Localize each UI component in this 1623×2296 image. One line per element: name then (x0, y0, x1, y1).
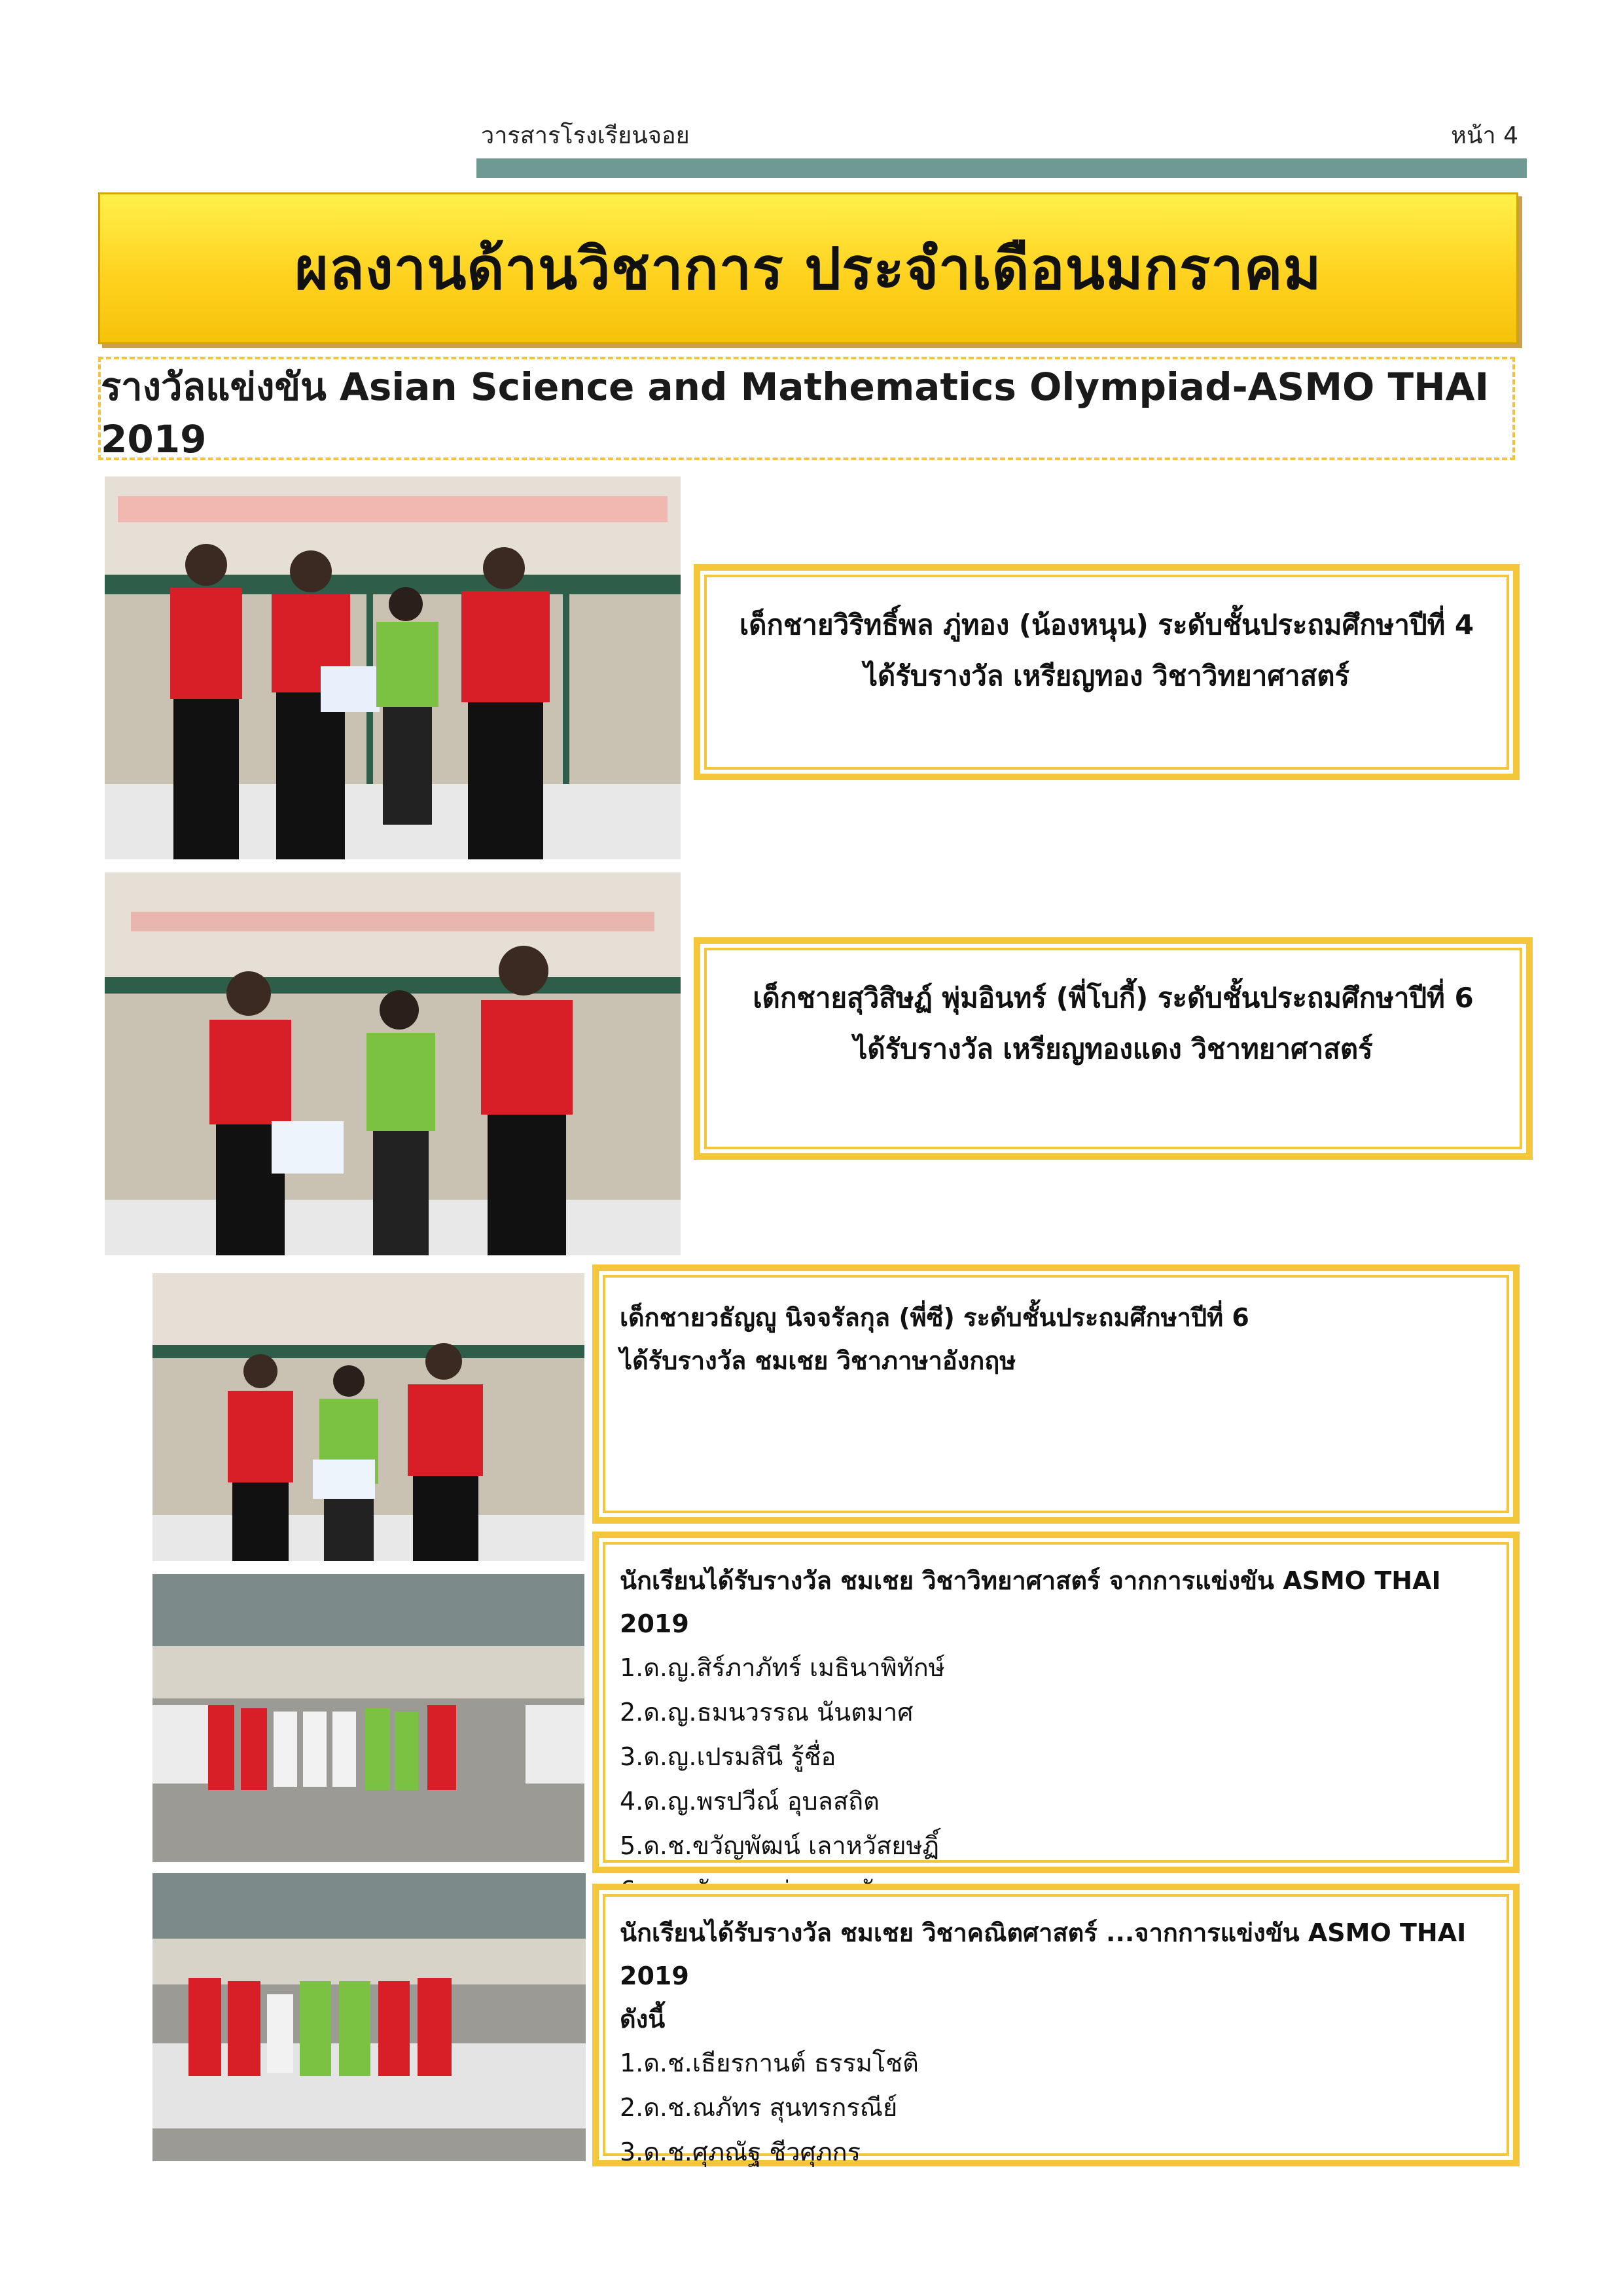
science-group-heading: นักเรียนได้รับรางวัล ชมเชย วิชาวิทยาศาสตร์ จากการแข่งขัน ASMO THAI 2019 (620, 1566, 1441, 1638)
math-student-3: 3.ด.ช.ศุภณัฐ ชีวศุภกร (620, 2138, 861, 2166)
award-box-3 (592, 1265, 1520, 1524)
award-1-line1: เด็กชายวิริทธิ์พล ภู่ทอง (น้องหนุน) ระดับชั้นประถมศึกษาปีที่ 4 (739, 609, 1474, 641)
page-number: หน้า 4 (1451, 122, 1518, 149)
math-group-photo (152, 1873, 586, 2161)
award-2-line2: ได้รับรางวัล เหรียญทองแดง วิชาทยาศาสตร์ (853, 1033, 1373, 1065)
award-3-line1: เด็กชายวธัญญู นิจจรัลกุล (พี่ซี) ระดับชั้นประถมศึกษาปีที่ 6 (620, 1303, 1249, 1332)
science-student-3: 3.ด.ญ.เปรมสินี รู้ชื่อ (620, 1742, 836, 1771)
science-student-2: 2.ด.ญ.ธมนวรรณ นันตมาศ (620, 1698, 914, 1727)
award-photo-2 (105, 872, 681, 1255)
science-student-1: 1.ด.ญ.สิร์ภาภัทร์ เมธินาพิทักษ์ (620, 1653, 945, 1682)
math-student-1: 1.ด.ช.เธียรกานต์ ธรรมโชติ (620, 2049, 919, 2077)
award-box-2 (694, 937, 1533, 1160)
science-student-4: 4.ด.ญ.พรปวีณ์ อุบลสถิต (620, 1787, 880, 1816)
header-accent-bar (476, 158, 1527, 178)
award-2-line1: เด็กชายสุวิสิษฏ์ พุ่มอินทร์ (พี่โบกี้) ระดับชั้นประถมศึกษาปีที่ 6 (753, 982, 1474, 1014)
math-group-box (592, 1884, 1520, 2166)
award-3-line2: ได้รับรางวัล ชมเชย วิชาภาษาอังกฤษ (620, 1346, 1016, 1375)
science-student-5: 5.ด.ช.ขวัญพัฒน์ เลาหวัสยษฏิ์ (620, 1831, 940, 1860)
award-box-1 (694, 564, 1520, 780)
math-group-heading: นักเรียนได้รับรางวัล ชมเชย วิชาคณิตศาสตร์ ...จากการแข่งขัน ASMO THAI 2019 (620, 1918, 1467, 1990)
subtitle: รางวัลแข่งขัน Asian Science and Mathematics Olympiad-ASMO THAI 2019 (101, 364, 1489, 461)
page-title-banner (98, 192, 1518, 344)
subtitle-box (98, 357, 1515, 460)
newsletter-name: วารสารโรงเรียนจอย (481, 122, 690, 149)
award-photo-1 (105, 476, 681, 859)
science-group-box (592, 1532, 1520, 1873)
award-photo-3 (152, 1273, 584, 1561)
math-group-heading-cont: ดังนี้ (620, 2005, 666, 2034)
math-student-2: 2.ด.ช.ณภัทร สุนทรกรณีย์ (620, 2093, 898, 2122)
page-title: ผลงานด้านวิชาการ ประจำเดือนมกราคม (294, 235, 1322, 302)
science-group-photo (152, 1574, 584, 1862)
award-1-line2: ได้รับรางวัล เหรียญทอง วิชาวิทยาศาสตร์ (863, 660, 1350, 692)
